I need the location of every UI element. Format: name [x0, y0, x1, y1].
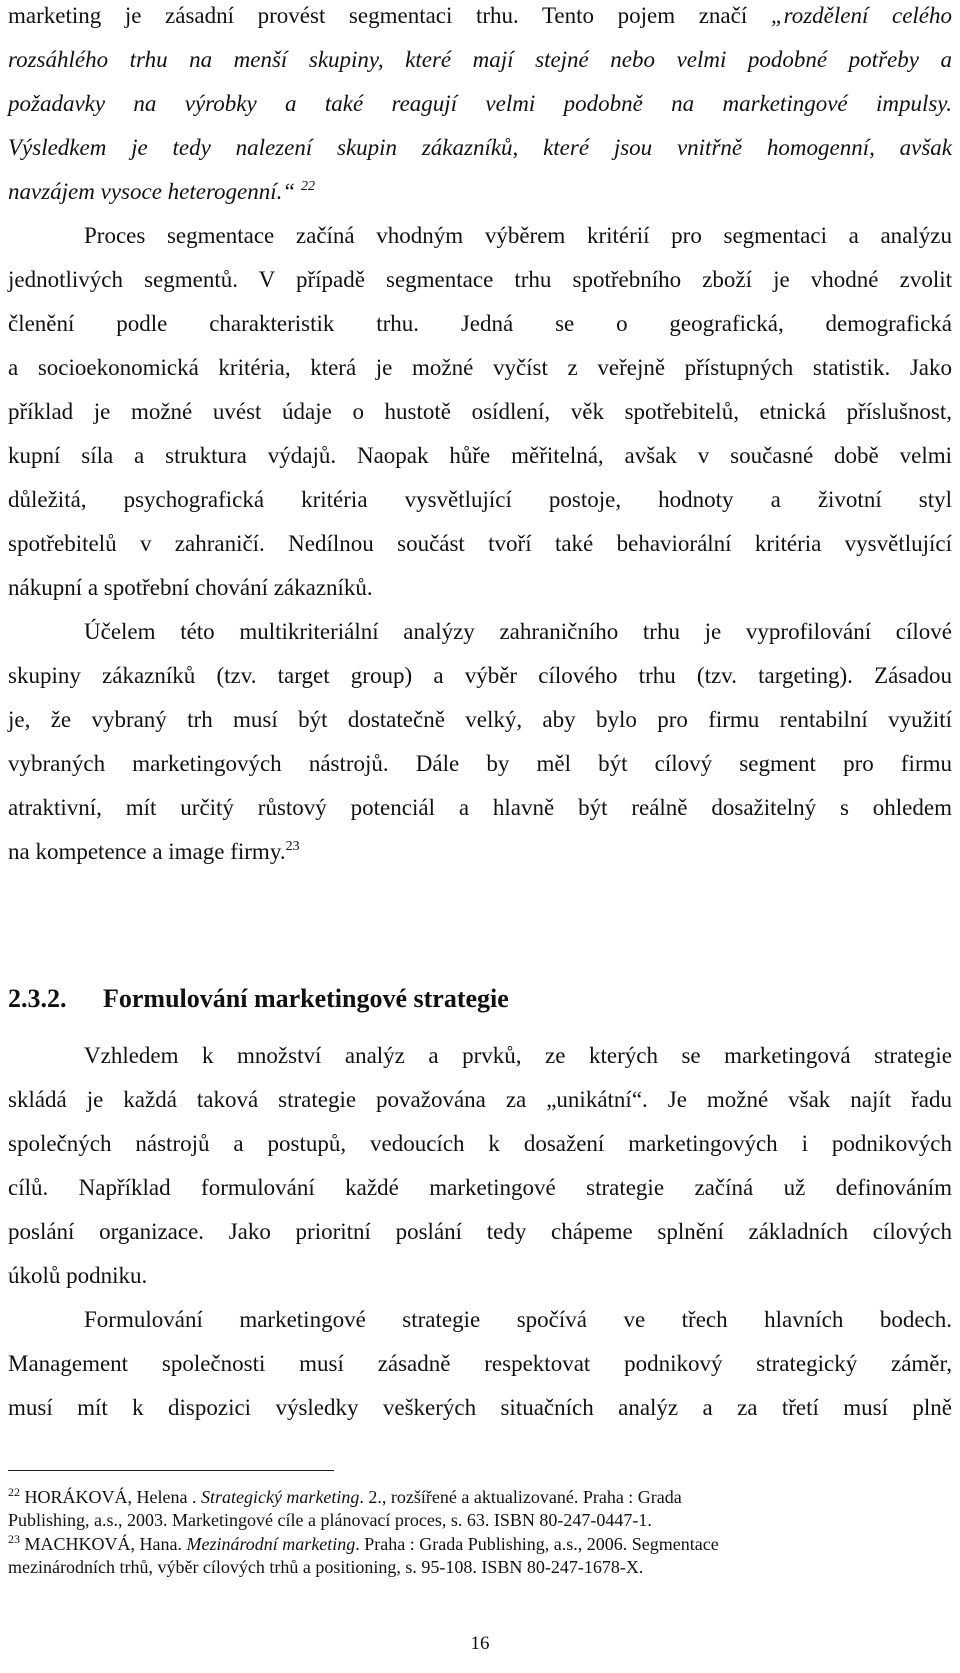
footnote-text: . 2., rozšířené a aktualizované. Praha : Grada: [359, 1487, 682, 1507]
body-line: příklad je možné uvést údaje o hustotě osídlení, věk spotřebitelů, etnická příslušnost,: [8, 399, 952, 424]
body-line: důležitá, psychografická kritéria vysvětlující postoje, hodnoty a životní styl: [8, 487, 952, 512]
quote-line: rozsáhlého trhu na menší skupiny, které mají stejné nebo velmi podobné potřeby a: [8, 47, 952, 72]
body-line: skládá je každá taková strategie považována za „unikátní“. Je možné však najít řadu: [8, 1087, 952, 1112]
body-line: společných nástrojů a postupů, vedoucích k dosažení marketingových i podnikových: [8, 1131, 952, 1156]
body-line: je, že vybraný trh musí být dostatečně velký, aby bylo pro firmu rentabilní využití: [8, 707, 952, 732]
body-line: Management společnosti musí zásadně respektovat podnikový strategický záměr,: [8, 1351, 952, 1376]
body-line: Účelem této multikriteriální analýzy zahraničního trhu je vyprofilování cílové: [84, 619, 952, 644]
footnote-text: . Praha : Grada Publishing, a.s., 2006. Segmentace: [355, 1534, 719, 1554]
body-line: atraktivní, mít určitý růstový potenciál a hlavně být reálně dosažitelný s ohledem: [8, 795, 952, 820]
text-span: na kompetence a image firmy.: [8, 839, 286, 864]
footnote-title: Strategický marketing: [200, 1487, 360, 1507]
footnote-number: 22: [8, 1485, 20, 1499]
body-line: jednotlivých segmentů. V případě segmentace trhu spotřebního zboží je vhodné zvolit: [8, 267, 952, 292]
footnote-separator: [8, 1470, 334, 1471]
body-line: [8, 1, 952, 31]
footnote-ref: 23: [285, 839, 300, 854]
footnote-title: Mezinárodní marketing: [186, 1534, 356, 1554]
footnote-number: 23: [8, 1532, 20, 1546]
footnote-author: HORÁKOVÁ, Helena .: [24, 1487, 201, 1507]
body-line: a socioekonomická kritéria, která je možné vyčíst z veřejně přístupných statistik. Jako: [8, 355, 952, 380]
body-line: kupní síla a struktura výdajů. Naopak hůře měřitelná, avšak v současné době velmi: [8, 443, 952, 468]
body-line: cílů. Například formulování každé marketingové strategie začíná už definováním: [8, 1175, 952, 1200]
body-line: spotřebitelů v zahraničí. Nedílnou součást tvoří také behaviorální kritéria vysvětlující: [8, 531, 952, 556]
quote-span: „rozdělení celého: [770, 3, 952, 28]
section-heading: [8, 982, 509, 1016]
footnote-ref: 22: [300, 179, 315, 194]
section-title: Formulování marketingové strategie: [103, 984, 509, 1013]
quote-span: navzájem vysoce heterogenní.“: [8, 179, 296, 204]
body-line: Proces segmentace začíná vhodným výběrem kritérií pro segmentaci a analýzu: [84, 223, 952, 248]
body-line: vybraných marketingových nástrojů. Dále by měl být cílový segment pro firmu: [8, 751, 952, 776]
quote-line: Výsledkem je tedy nalezení skupin zákazníků, které jsou vnitřně homogenní, avšak: [8, 135, 952, 160]
body-line: poslání organizace. Jako prioritní poslání tedy chápeme splnění základních cílových: [8, 1219, 952, 1244]
body-line: [8, 837, 952, 867]
quote-line: požadavky na výrobky a také reagují velmi podobně na marketingové impulsy.: [8, 91, 952, 116]
page-number: 16: [470, 1633, 490, 1654]
body-line: členění podle charakteristik trhu. Jedná se o geografická, demografická: [8, 311, 952, 336]
text-span: marketing je zásadní provést segmentaci trhu. Tento pojem značí: [8, 3, 771, 28]
footnote-author: MACHKOVÁ, Hana.: [24, 1534, 187, 1554]
footnote: [8, 1486, 952, 1508]
footnote: [8, 1533, 952, 1555]
body-line: Vzhledem k množství analýz a prvků, ze kterých se marketingová strategie: [84, 1043, 952, 1068]
body-line: úkolů podniku.: [8, 1263, 148, 1288]
footnote-line: mezinárodních trhů, výběr cílových trhů a positioning, s. 95-108. ISBN 80-247-1678-X.: [8, 1557, 644, 1577]
body-line: Formulování marketingové strategie spočívá ve třech hlavních bodech.: [84, 1307, 952, 1332]
quote-line: [8, 177, 952, 207]
body-line: musí mít k dispozici výsledky veškerých situačních analýz a za třetí musí plně: [8, 1395, 952, 1420]
footnote-line: Publishing, a.s., 2003. Marketingové cíle a plánovací proces, s. 63. ISBN 80-247-0447-1.: [8, 1510, 652, 1530]
section-number: 2.3.2.: [8, 984, 67, 1013]
body-line: skupiny zákazníků (tzv. target group) a výběr cílového trhu (tzv. targeting). Zásadou: [8, 663, 952, 688]
body-line: nákupní a spotřební chování zákazníků.: [8, 575, 373, 600]
